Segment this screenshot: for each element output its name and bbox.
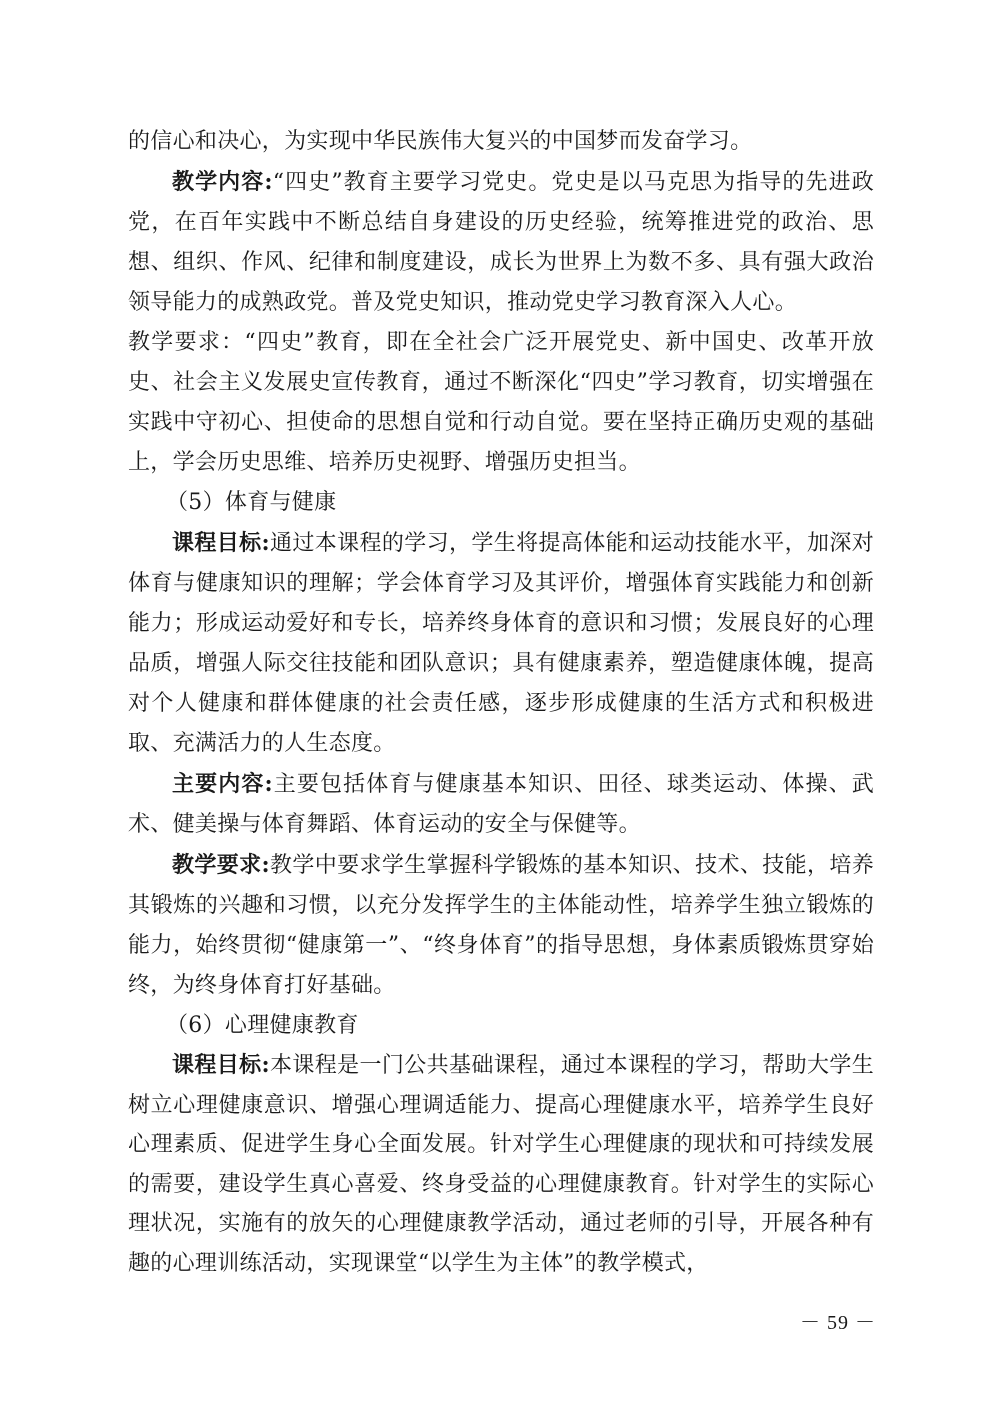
paragraph-7 — [128, 845, 874, 1006]
section-heading-5 — [128, 483, 874, 523]
paragraph-2-text: “四史”教育主要学习党史。党史是以马克思为指导的先进政党，在百年实践中不断总结自身建设的历史经验，统筹推进党的政治、思想、组织、作风、纪律和制度建设，成长为世界上为数不多、具有强大政治领导能力的成熟政党。普及党史知识，推动党史学习教育深入人心。 — [128, 170, 874, 315]
paragraph-5-text: 通过本课程的学习，学生将提高体能和运动技能水平，加深对体育与健康知识的理解；学会体育学习及其评价，增强体育实践能力和创新能力；形成运动爱好和专长，培养终身体育的意识和习惯；发展良好的心理品质，增强人际交往技能和团队意识；具有健康素养，塑造健康体魄，提高对个人健康和群体健康的社会责任感，逐步形成健康的生活方式和积极进取、充满活力的人生态度。 — [128, 531, 874, 756]
paragraph-1 — [128, 122, 874, 162]
paragraph-3 — [128, 323, 874, 483]
paragraph-5 — [128, 523, 874, 764]
page-body — [128, 122, 874, 1283]
section-heading-5-text: （5）体育与健康 — [166, 490, 337, 515]
paragraph-6 — [128, 764, 874, 845]
page-number: － 59 － — [800, 1312, 876, 1334]
paragraph-5-label: 课程目标: — [172, 530, 270, 556]
section-heading-6 — [128, 1006, 874, 1046]
paragraph-6-text: 主要包括体育与健康基本知识、田径、球类运动、体操、武术、健美操与体育舞蹈、体育运动的安全与保健等。 — [128, 772, 874, 837]
paragraph-3-text: 教学要求：“四史”教育，即在全社会广泛开展党史、新中国史、改革开放史、社会主义发展史宣传教育，通过不断深化“四史”学习教育，切实增强在实践中守初心、担使命的思想自觉和行动自觉。要在坚持正确历史观的基础上，学会历史思维、培养历史视野、增强历史担当。 — [128, 330, 874, 475]
paragraph-1-text: 的信心和决心，为实现中华民族伟大复兴的中国梦而发奋学习。 — [128, 129, 753, 154]
paragraph-9-label: 课程目标: — [172, 1052, 270, 1078]
paragraph-2-label: 教学内容: — [172, 169, 273, 195]
paragraph-2 — [128, 162, 874, 323]
section-heading-6-text: （6）心理健康教育 — [166, 1013, 359, 1038]
paragraph-7-label: 教学要求: — [172, 852, 270, 878]
paragraph-6-label: 主要内容: — [172, 771, 273, 797]
paragraph-9-text: 本课程是一门公共基础课程，通过本课程的学习，帮助大学生树立心理健康意识、增强心理调适能力、提高心理健康水平，培养学生良好心理素质、促进学生身心全面发展。针对学生心理健康的现状和可持续发展的需要，建设学生真心喜爱、终身受益的心理健康教育。针对学生的实际心理状况，实施有的放矢的心理健康教学活动，通过老师的引导，开展各种有趣的心理训练活动，实现课堂“以学生为主体”的教学模式， — [128, 1053, 874, 1276]
paragraph-9 — [128, 1046, 874, 1283]
paragraph-7-text: 教学中要求学生掌握科学锻炼的基本知识、技术、技能，培养其锻炼的兴趣和习惯，以充分发挥学生的主体能动性，培养学生独立锻炼的能力，始终贯彻“健康第一”、“终身体育”的指导思想，身体素质锻炼贯穿始终，为终身体育打好基础。 — [128, 853, 874, 998]
